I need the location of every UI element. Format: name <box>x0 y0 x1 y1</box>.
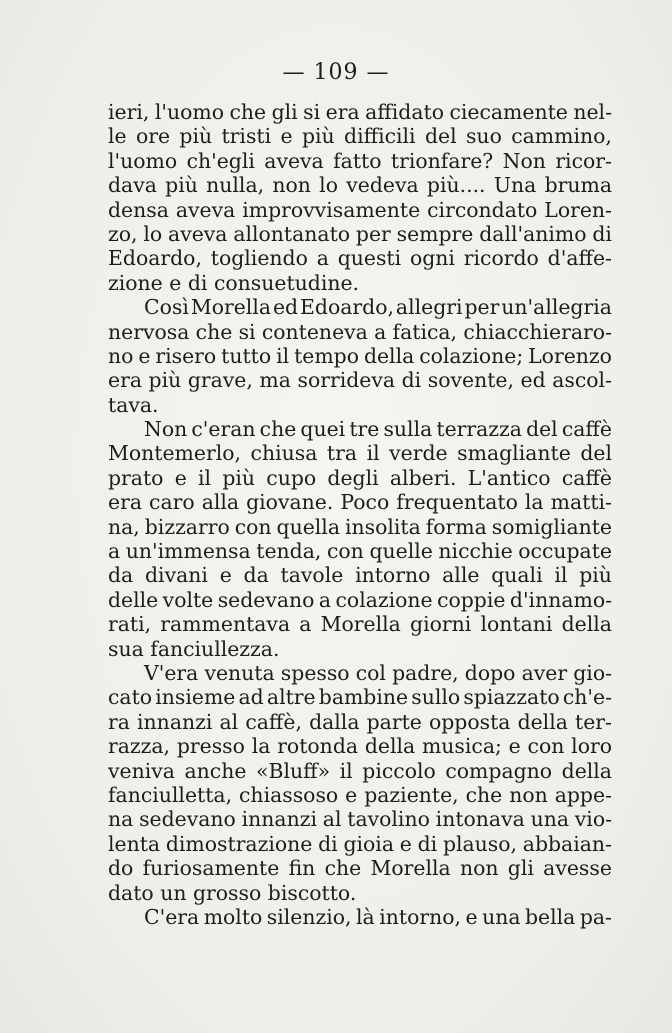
page-number: — 109 — <box>282 60 390 85</box>
text-line <box>108 734 612 758</box>
word: che <box>324 856 362 881</box>
word: dava <box>108 173 157 198</box>
word: sulla <box>383 417 433 442</box>
word: al <box>322 807 342 832</box>
word: frequentato <box>396 490 518 515</box>
word: da <box>108 563 134 588</box>
word: più.... <box>426 173 486 198</box>
word: il <box>554 563 568 588</box>
word: Montemerlo, <box>108 441 241 466</box>
word: loro <box>571 734 612 759</box>
word: quali <box>491 563 543 588</box>
word: intorno <box>355 563 431 588</box>
word: per <box>355 221 391 246</box>
text-line <box>108 563 612 587</box>
word: nulla, <box>206 173 265 198</box>
word: e <box>138 343 151 368</box>
word: aver <box>521 660 568 685</box>
word: furiosamente <box>142 856 280 881</box>
word: ricordo <box>463 246 539 271</box>
word: delle <box>108 587 159 612</box>
word: colazione <box>335 587 433 612</box>
word: sedevano <box>217 587 315 612</box>
word: na, <box>108 514 140 539</box>
word: nervosa <box>108 319 190 344</box>
word: lontani <box>480 612 553 637</box>
word: lo <box>143 221 163 246</box>
word: sempre <box>396 221 474 246</box>
word: più <box>165 173 198 198</box>
word: fatica, <box>392 319 458 344</box>
word: un <box>160 880 187 905</box>
word: con <box>326 539 364 564</box>
word: giovane. <box>246 490 334 515</box>
word: della <box>363 343 415 368</box>
word: e <box>508 734 521 759</box>
text-line <box>108 637 612 661</box>
word: dopo <box>464 660 516 685</box>
word: appe- <box>554 782 612 807</box>
word: allontanato <box>233 221 351 246</box>
word: ch'e- <box>562 685 612 710</box>
word: aveva <box>175 197 236 222</box>
word: una <box>482 904 521 929</box>
word: tavole <box>280 563 344 588</box>
word: divani <box>145 563 208 588</box>
word: aveva <box>168 221 228 246</box>
word: e <box>169 270 182 295</box>
word: più <box>579 563 612 588</box>
text-line <box>108 466 612 490</box>
text-line <box>108 661 612 685</box>
word: vio- <box>574 807 612 832</box>
word: non <box>509 782 548 807</box>
word: ed <box>272 295 299 320</box>
word: insieme <box>155 685 236 710</box>
word: si <box>303 100 321 124</box>
word: caffè <box>561 465 612 490</box>
word: Poco <box>340 490 390 515</box>
word: fin <box>288 856 316 881</box>
text-line <box>108 685 612 709</box>
word: ore <box>135 124 171 149</box>
word: cupo <box>266 465 317 490</box>
word: era <box>108 490 142 515</box>
word: presso <box>176 734 245 759</box>
word: rammentava <box>160 612 291 637</box>
word: e <box>174 465 187 490</box>
word: Non <box>144 417 188 442</box>
text-line <box>108 320 612 344</box>
word: tavolino <box>347 807 430 832</box>
word: gioia <box>343 831 394 856</box>
word: innanzi <box>241 807 317 832</box>
word: gio- <box>573 660 612 685</box>
word: più <box>179 124 213 149</box>
word: padre, <box>392 660 459 685</box>
word: occupate <box>518 539 612 564</box>
word: del <box>424 124 457 149</box>
word: verde <box>389 441 448 466</box>
word: tre <box>349 417 380 442</box>
word: tempo <box>294 343 359 368</box>
word: consuetudine. <box>213 270 360 295</box>
word: innanzi <box>137 709 213 734</box>
word: zo, <box>108 221 138 246</box>
word: paziente, <box>364 782 459 807</box>
word: Morella <box>190 295 271 320</box>
text-line <box>108 124 612 148</box>
word: una <box>530 807 569 832</box>
word: più <box>301 124 335 149</box>
word: razza, <box>108 734 171 759</box>
word: un'immensa <box>125 539 251 564</box>
word: tenda, <box>256 539 322 564</box>
text-line <box>108 832 612 856</box>
word: con <box>234 514 272 539</box>
word: di <box>417 831 438 856</box>
word: l'uomo <box>108 148 178 173</box>
word: non <box>272 173 311 198</box>
word: smagliante <box>457 441 571 466</box>
word: densa <box>108 197 169 222</box>
word: ieri, <box>108 100 150 124</box>
word: e <box>399 831 412 856</box>
word: che <box>259 417 297 442</box>
text-line <box>108 344 612 368</box>
word: a <box>316 246 329 271</box>
word: no <box>108 343 134 368</box>
word: affidato <box>365 100 444 124</box>
text-line <box>108 198 612 222</box>
word: a <box>318 587 332 612</box>
word: al <box>219 709 239 734</box>
word: bella <box>524 904 576 929</box>
word: gli <box>271 100 298 124</box>
word: vedeva <box>346 173 419 198</box>
word: coppie <box>437 587 506 612</box>
word: Edoardo, <box>300 295 394 320</box>
word: Lorenzo <box>528 343 612 368</box>
word: col <box>355 660 386 685</box>
word: abbaian- <box>522 831 612 856</box>
text-line <box>108 173 612 197</box>
text-line <box>108 271 612 295</box>
word: la <box>524 490 544 515</box>
word: che <box>195 319 233 344</box>
word: del <box>526 417 558 442</box>
word: V'era <box>144 660 199 685</box>
word: il <box>366 441 380 466</box>
word: opposta <box>428 709 511 734</box>
word: fanciulletta, <box>108 782 233 807</box>
text-line <box>108 246 612 270</box>
text-line <box>108 368 612 392</box>
word: zione <box>108 270 163 295</box>
text-line <box>108 856 612 880</box>
word: ter- <box>575 709 612 734</box>
word: di <box>592 221 612 246</box>
word: Non <box>502 148 546 173</box>
word: ad <box>238 685 264 710</box>
word: chiacchieraro- <box>463 319 612 344</box>
word: gli <box>507 856 534 881</box>
word: degli <box>327 465 379 490</box>
word: della <box>364 734 416 759</box>
word: togliendo <box>210 246 308 271</box>
word: ra <box>108 709 130 734</box>
text-line <box>108 588 612 612</box>
word: Così <box>144 295 189 320</box>
word: piccolo <box>362 758 436 783</box>
word: e <box>465 904 478 929</box>
word: l'uomo <box>154 100 224 124</box>
word: era <box>108 368 142 393</box>
word: grosso <box>192 880 262 905</box>
word: anche <box>184 758 247 783</box>
word: C'era <box>144 904 200 929</box>
word: e <box>280 124 293 149</box>
word: na <box>108 807 134 832</box>
word: suo <box>465 124 502 149</box>
word: di <box>401 368 422 393</box>
word: della <box>561 758 612 783</box>
word: parte <box>366 709 422 734</box>
word: sorrideva <box>297 368 396 393</box>
word: di <box>187 270 208 295</box>
word: il <box>198 465 212 490</box>
word: dato <box>108 880 154 905</box>
word: della <box>561 612 612 637</box>
word: cammino, <box>511 124 612 149</box>
word: del <box>580 441 612 466</box>
text-line <box>108 393 612 417</box>
text-line <box>108 807 612 831</box>
word: ch'egli <box>186 148 255 173</box>
text-line <box>108 759 612 783</box>
word: improvvisamente <box>242 197 421 222</box>
word: ed <box>520 368 546 393</box>
word: lenta <box>108 831 161 856</box>
word: nicchie <box>438 539 513 564</box>
word: per <box>464 295 500 320</box>
word: sua <box>108 636 144 661</box>
word: sullo <box>411 685 461 710</box>
text-line <box>108 149 612 173</box>
word: do <box>108 856 134 881</box>
word: avesse <box>543 856 612 881</box>
word: insolita <box>344 514 421 539</box>
word: quei <box>300 417 346 442</box>
word: ciecamente <box>449 100 568 124</box>
word: colazione; <box>419 343 524 368</box>
word: silenzio, <box>266 904 352 929</box>
text-line <box>108 441 612 465</box>
text-line <box>108 783 612 807</box>
word: veniva <box>108 758 175 783</box>
word: terrazza <box>436 417 522 442</box>
word: intonava <box>435 807 525 832</box>
word: più <box>222 465 256 490</box>
text-line <box>108 539 612 563</box>
word: questi <box>337 246 402 271</box>
word: il <box>339 758 353 783</box>
text-line <box>108 417 612 441</box>
text-line <box>108 100 612 124</box>
text-line <box>108 515 612 539</box>
word: là <box>356 904 375 929</box>
word: ogni <box>409 246 455 271</box>
word: fanciullezza. <box>150 636 280 661</box>
word: somigliante <box>491 514 612 539</box>
word: L'antico <box>467 465 551 490</box>
word: Edoardo, <box>108 246 202 271</box>
word: a <box>374 319 387 344</box>
word: matti- <box>550 490 612 515</box>
text-line <box>108 905 612 929</box>
body-text <box>108 100 612 929</box>
word: la <box>251 734 271 759</box>
word: risero <box>155 343 217 368</box>
word: tristi <box>221 124 272 149</box>
word: un'allegria <box>501 295 612 320</box>
word: nel- <box>573 100 612 124</box>
word: alberi. <box>389 465 457 490</box>
word: volte <box>162 587 214 612</box>
word: ascol- <box>552 368 612 393</box>
word: Loren- <box>544 197 612 222</box>
word: chiusa <box>250 441 318 466</box>
word: c'eran <box>191 417 256 442</box>
word: circondato <box>427 197 538 222</box>
word: sedevano <box>139 807 236 832</box>
word: plauso, <box>442 831 518 856</box>
word: Una <box>493 173 537 198</box>
word: grave, <box>187 368 253 393</box>
word: «Bluff» <box>256 758 331 783</box>
word: d'affe- <box>547 246 612 271</box>
word: molto <box>203 904 263 929</box>
word: della <box>517 709 568 734</box>
word: quella <box>276 514 340 539</box>
word: musica; <box>421 734 502 759</box>
word: il <box>276 343 290 368</box>
word: e <box>219 563 232 588</box>
text-line <box>108 490 612 514</box>
word: e <box>345 782 358 807</box>
text-line <box>108 612 612 636</box>
word: compagno <box>445 758 553 783</box>
word: a <box>299 612 312 637</box>
word: caro <box>149 490 195 515</box>
word: da <box>243 563 269 588</box>
word: spesso <box>280 660 350 685</box>
word: a <box>108 539 121 564</box>
word: dall'animo <box>479 221 587 246</box>
word: si <box>238 319 256 344</box>
word: Morella <box>370 856 451 881</box>
word: con <box>527 734 565 759</box>
word: pa- <box>579 904 612 929</box>
word: rotonda <box>277 734 359 759</box>
word: chiassoso <box>239 782 339 807</box>
word: era <box>325 100 360 124</box>
word: di <box>318 831 338 856</box>
word: spiazzato <box>463 685 560 710</box>
word: tra <box>326 441 358 466</box>
word: venuta <box>204 660 275 685</box>
word: lo <box>319 173 338 198</box>
word: caffè <box>561 417 612 442</box>
word: intorno, <box>379 904 461 929</box>
word: alle <box>442 563 480 588</box>
word: rati, <box>108 612 152 637</box>
word: prato <box>108 465 164 490</box>
word: bruma <box>544 173 612 198</box>
word: Morella <box>320 612 401 637</box>
word: difficili <box>344 124 416 149</box>
word: d'innamo- <box>509 587 612 612</box>
word: conteneva <box>261 319 368 344</box>
word: fatto <box>333 148 382 173</box>
word: trionfare? <box>390 148 494 173</box>
word: bizzarro <box>144 514 230 539</box>
text-line <box>108 295 612 319</box>
word: tava. <box>108 392 159 417</box>
word: sovente, <box>427 368 514 393</box>
word: ma <box>259 368 291 393</box>
word: che <box>229 100 267 124</box>
word: allegri <box>395 295 463 320</box>
word: dimostrazione <box>165 831 313 856</box>
word: alla <box>201 490 240 515</box>
word: altre <box>266 685 316 710</box>
word: tutto <box>221 343 272 368</box>
word: forma <box>425 514 487 539</box>
word: bambine <box>318 685 409 710</box>
word: caffè, <box>245 709 302 734</box>
word: giorni <box>410 612 472 637</box>
text-line <box>108 710 612 734</box>
word: più <box>148 368 182 393</box>
word: dalla <box>309 709 360 734</box>
word: non <box>459 856 499 881</box>
word: ricor- <box>555 148 612 173</box>
word: aveva <box>264 148 324 173</box>
text-line <box>108 222 612 246</box>
word: che <box>465 782 503 807</box>
word: cato <box>108 685 153 710</box>
word: biscotto. <box>267 880 357 905</box>
word: le <box>108 124 127 149</box>
text-line <box>108 881 612 905</box>
word: quelle <box>369 539 433 564</box>
